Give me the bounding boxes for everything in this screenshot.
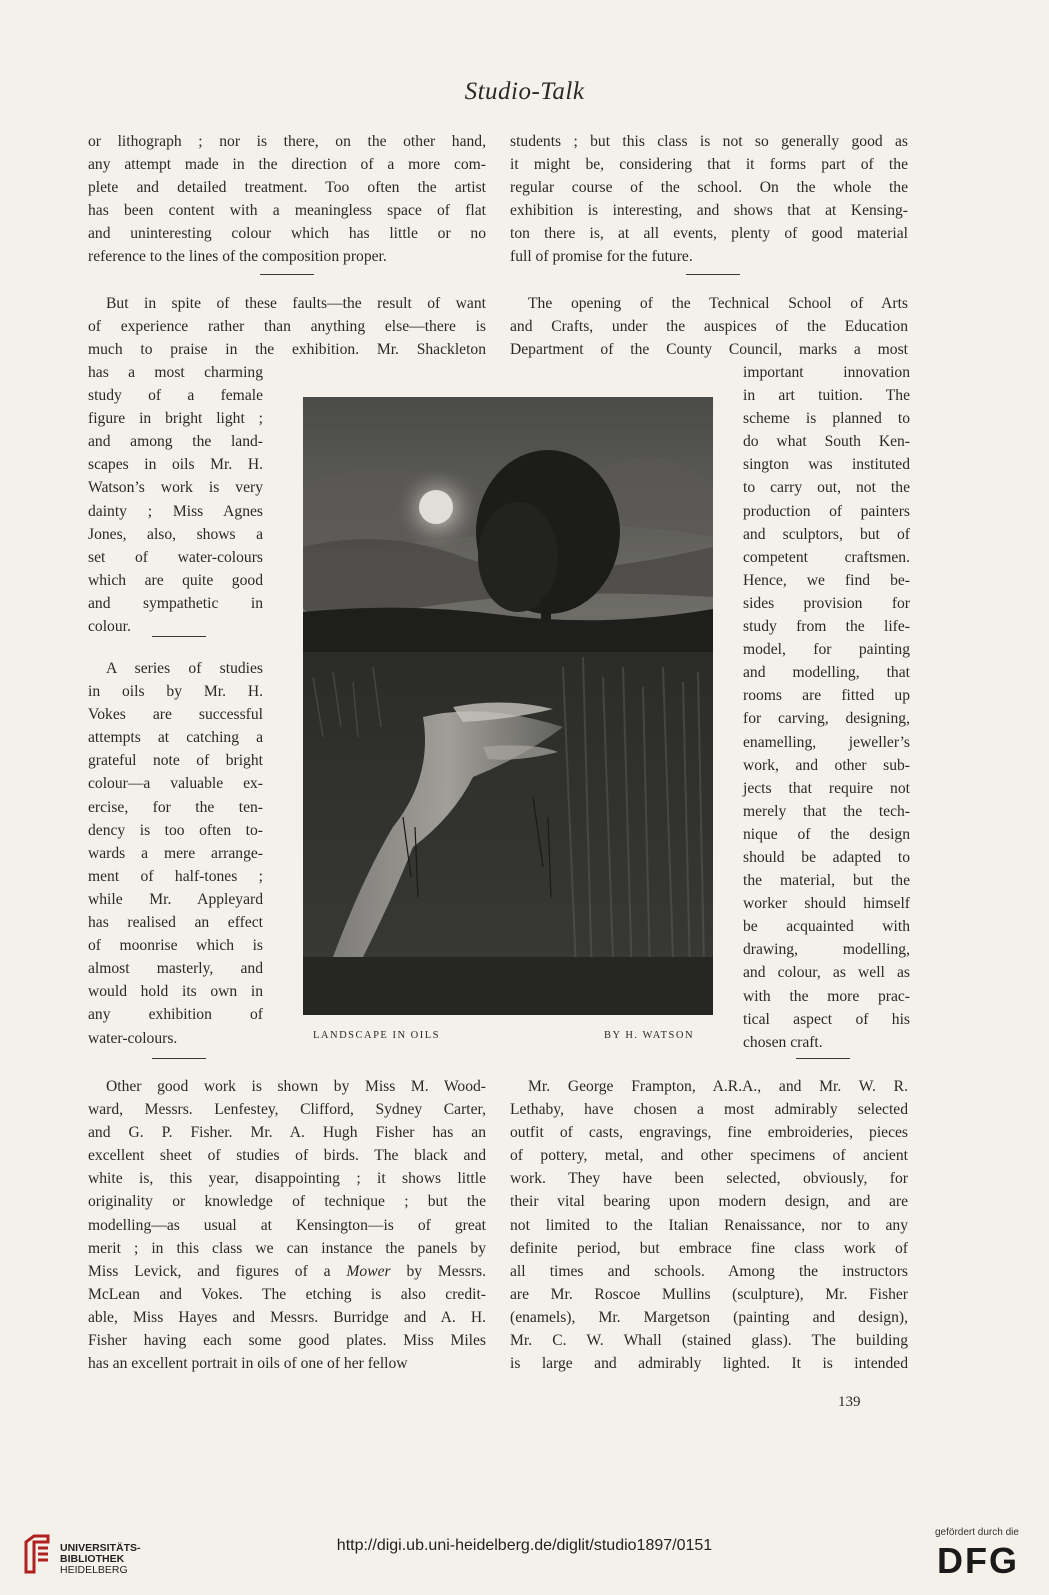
library-name-line: BIBLIOTHEK — [60, 1553, 125, 1565]
text-line: important innovation — [743, 364, 910, 381]
text-line: outfit of casts, engravings, fine embroideries, pieces — [510, 1124, 908, 1142]
text-line: Department of the County Council, marks a most — [510, 341, 908, 359]
figure-caption-artist: BY H. WATSON — [604, 1030, 695, 1041]
text-line: any attempt made in the direction of a more com- — [88, 156, 486, 174]
text-line: almost masterly, and — [88, 960, 263, 978]
right-para-2-wrap — [743, 361, 910, 1054]
text-line: nique of the design — [743, 825, 910, 843]
text-line: originality or knowledge of technique ; but the — [88, 1193, 486, 1211]
text-line: worker should himself — [743, 895, 910, 913]
text-line: and G. P. Fisher. Mr. A. Hugh Fisher has an — [88, 1124, 486, 1142]
text-line: ment of half-tones ; — [88, 867, 263, 885]
text-line: and sculptors, but of — [743, 525, 910, 543]
text-line: much to praise in the exhibition. Mr. Shackleton — [88, 341, 486, 359]
text-line: rooms are fitted up — [743, 687, 910, 705]
text-line: production of painters — [743, 502, 910, 520]
figure-caption-title: LANDSCAPE IN OILS — [313, 1030, 441, 1041]
text-line: McLean and Vokes. The etching is also credit- — [88, 1285, 486, 1303]
library-name-line: HEIDELBERG — [60, 1564, 128, 1576]
text-line: water-colours. — [88, 1029, 178, 1047]
text-line: or lithograph ; nor is there, on the other hand, — [88, 133, 486, 150]
text-line: with the more prac- — [743, 987, 910, 1005]
text-line: study of a female — [88, 387, 263, 405]
left-para-2 — [88, 292, 486, 361]
landscape-painting-image — [303, 397, 713, 1015]
text-line: and colour, as well as — [743, 964, 910, 982]
text-line: drawing, modelling, — [743, 941, 910, 959]
text-line: jects that require not — [743, 779, 910, 797]
text-line: dainty ; Miss Agnes — [88, 502, 263, 520]
text-line: and sympathetic in — [88, 594, 263, 612]
source-url-link[interactable]: http://digi.ub.uni-heidelberg.de/diglit/studio1897/0151 — [336, 1537, 713, 1554]
text-line: are Mr. Roscoe Mullins (sculpture), Mr. Fisher — [510, 1285, 908, 1303]
text-line: attempts at catching a — [88, 729, 263, 747]
text-line: scheme is planned to — [743, 410, 910, 428]
dfg-logo: DFG — [937, 1540, 1019, 1581]
text-line: white is, this year, disappointing ; it shows little — [88, 1170, 486, 1188]
library-name-line: UNIVERSITÄTS- — [60, 1542, 141, 1554]
text-line: colour—a valuable ex- — [88, 775, 263, 793]
page-number: 139 — [838, 1394, 861, 1410]
text-line: But in spite of these faults—the result of want — [106, 295, 486, 312]
text-line: colour. — [88, 618, 131, 636]
text-line: Watson’s work is very — [88, 479, 263, 497]
text-line: has a most charming — [88, 364, 263, 381]
text-line: of moonrise which is — [88, 937, 263, 955]
text-line: has been content with a meaningless space of flat — [88, 202, 486, 220]
text-line: able, Miss Hayes and Messrs. Burridge and A. H. — [88, 1308, 486, 1326]
emphasis: Mower — [346, 1262, 391, 1280]
text-line: their vital bearing upon modern design, and are — [510, 1193, 908, 1211]
text-line: Other good work is shown by Miss M. Wood- — [106, 1078, 486, 1095]
text-line: any exhibition of — [88, 1006, 263, 1024]
text-line: work. They have been selected, obviously, for — [510, 1170, 908, 1188]
text-line: ercise, for the ten- — [88, 798, 263, 816]
left-para-1 — [88, 130, 486, 269]
text-line: to carry out, not the — [743, 479, 910, 497]
text-line: merely that the tech- — [743, 802, 910, 820]
text-line: not limited to the Italian Renaissance, nor to any — [510, 1216, 908, 1234]
text-line: exhibition is interesting, and shows that at Kensing- — [510, 202, 908, 220]
text-line: which are quite good — [88, 571, 263, 589]
text-line: scapes in oils Mr. H. — [88, 456, 263, 474]
text-line: Lethaby, have chosen a most admirably selected — [510, 1101, 908, 1119]
text-line: merit ; in this class we can instance the panels by — [88, 1239, 486, 1257]
text-line: model, for painting — [743, 641, 910, 659]
text-line: regular course of the school. On the whole the — [510, 179, 908, 197]
text-line: figure in bright light ; — [88, 410, 263, 428]
text-line: modelling—as usual at Kensington—is of great — [88, 1216, 486, 1234]
text-line: of pottery, metal, and other specimens of ancient — [510, 1147, 908, 1165]
text-line: chosen craft. — [743, 1033, 823, 1051]
text-line: and among the land- — [88, 433, 263, 451]
text-line: definite period, but embrace fine class work of — [510, 1239, 908, 1257]
text-line: (enamels), Mr. Margetson (painting and design), — [510, 1308, 908, 1326]
text-line: excellent sheet of studies of birds. The black and — [88, 1147, 486, 1165]
text-line: study from the life- — [743, 618, 910, 636]
text-line: Hence, we find be- — [743, 571, 910, 589]
text-line: while Mr. Appleyard — [88, 890, 263, 908]
running-head: Studio-Talk — [464, 78, 585, 105]
right-para-2 — [510, 292, 908, 361]
text-line: students ; but this class is not so generally good as — [510, 133, 908, 150]
text-line: do what South Ken- — [743, 433, 910, 451]
left-para-2-wrap — [88, 361, 263, 638]
text-line: wards a mere arrange- — [88, 844, 263, 862]
text-line: and modelling, that — [743, 664, 910, 682]
text-line: competent craftsmen. — [743, 548, 910, 566]
landscape-painting — [303, 397, 713, 1015]
text-line: Vokes are successful — [88, 706, 263, 724]
text-line: ward, Messrs. Lenfestey, Clifford, Sydney Carter, — [88, 1101, 486, 1119]
left-para-3 — [88, 657, 263, 1050]
text-line: enamelling, jeweller’s — [743, 733, 910, 751]
text-line: should be adapted to — [743, 848, 910, 866]
text-line: work, and other sub- — [743, 756, 910, 774]
text-line: sington was instituted — [743, 456, 910, 474]
section-divider — [260, 274, 314, 275]
text-line: reference to the lines of the composition proper. — [88, 248, 387, 266]
text-line: in art tuition. The — [743, 387, 910, 405]
text-line: the material, but the — [743, 872, 910, 890]
section-divider — [686, 274, 740, 275]
text-line: grateful note of bright — [88, 752, 263, 770]
text-line: and Crafts, under the auspices of the Education — [510, 318, 908, 336]
text-line: for carving, designing, — [743, 710, 910, 728]
text-line: Mr. C. W. Whall (stained glass). The building — [510, 1332, 908, 1350]
text-line: tical aspect of his — [743, 1010, 910, 1028]
text-line: full of promise for the future. — [510, 248, 693, 266]
text-line: The opening of the Technical School of Arts — [528, 295, 908, 312]
section-divider — [152, 636, 206, 637]
text-line: of experience rather than anything else—there is — [88, 318, 486, 336]
text-line: be acquainted with — [743, 918, 910, 936]
section-divider — [152, 1058, 206, 1059]
text-line: Jones, also, shows a — [88, 525, 263, 543]
text-line: has an excellent portrait in oils of one of her fellow — [88, 1355, 408, 1373]
text-line: has realised an effect — [88, 914, 263, 932]
text-line: would hold its own in — [88, 983, 263, 1001]
text-line: dency is too often to- — [88, 821, 263, 839]
text-line: plete and detailed treatment. Too often the artist — [88, 179, 486, 197]
right-para-1 — [510, 130, 908, 269]
text-line: in oils by Mr. H. — [88, 683, 263, 701]
left-para-4 — [88, 1075, 486, 1375]
text-line: A series of studies — [106, 660, 263, 677]
text-line: ton there is, at all events, plenty of good material — [510, 225, 908, 243]
text-line: Mr. George Frampton, A.R.A., and Mr. W. R. — [528, 1078, 908, 1095]
right-para-3 — [510, 1075, 908, 1375]
text-line: all times and schools. Among the instructors — [510, 1262, 908, 1280]
text-line: Fisher having each some good plates. Miss Miles — [88, 1332, 486, 1350]
text-line: and uninteresting colour which has little or no — [88, 225, 486, 243]
text-line: set of water-colours — [88, 548, 263, 566]
text-line: it might be, considering that it forms part of the — [510, 156, 908, 174]
text-line: sides provision for — [743, 594, 910, 612]
section-divider — [796, 1058, 850, 1059]
text-line: is large and admirably lighted. It is intended — [510, 1355, 908, 1373]
funding-note: gefördert durch die — [935, 1527, 1019, 1538]
text-line: Miss Levick, and figures of a Mower by Messrs. — [88, 1262, 486, 1280]
